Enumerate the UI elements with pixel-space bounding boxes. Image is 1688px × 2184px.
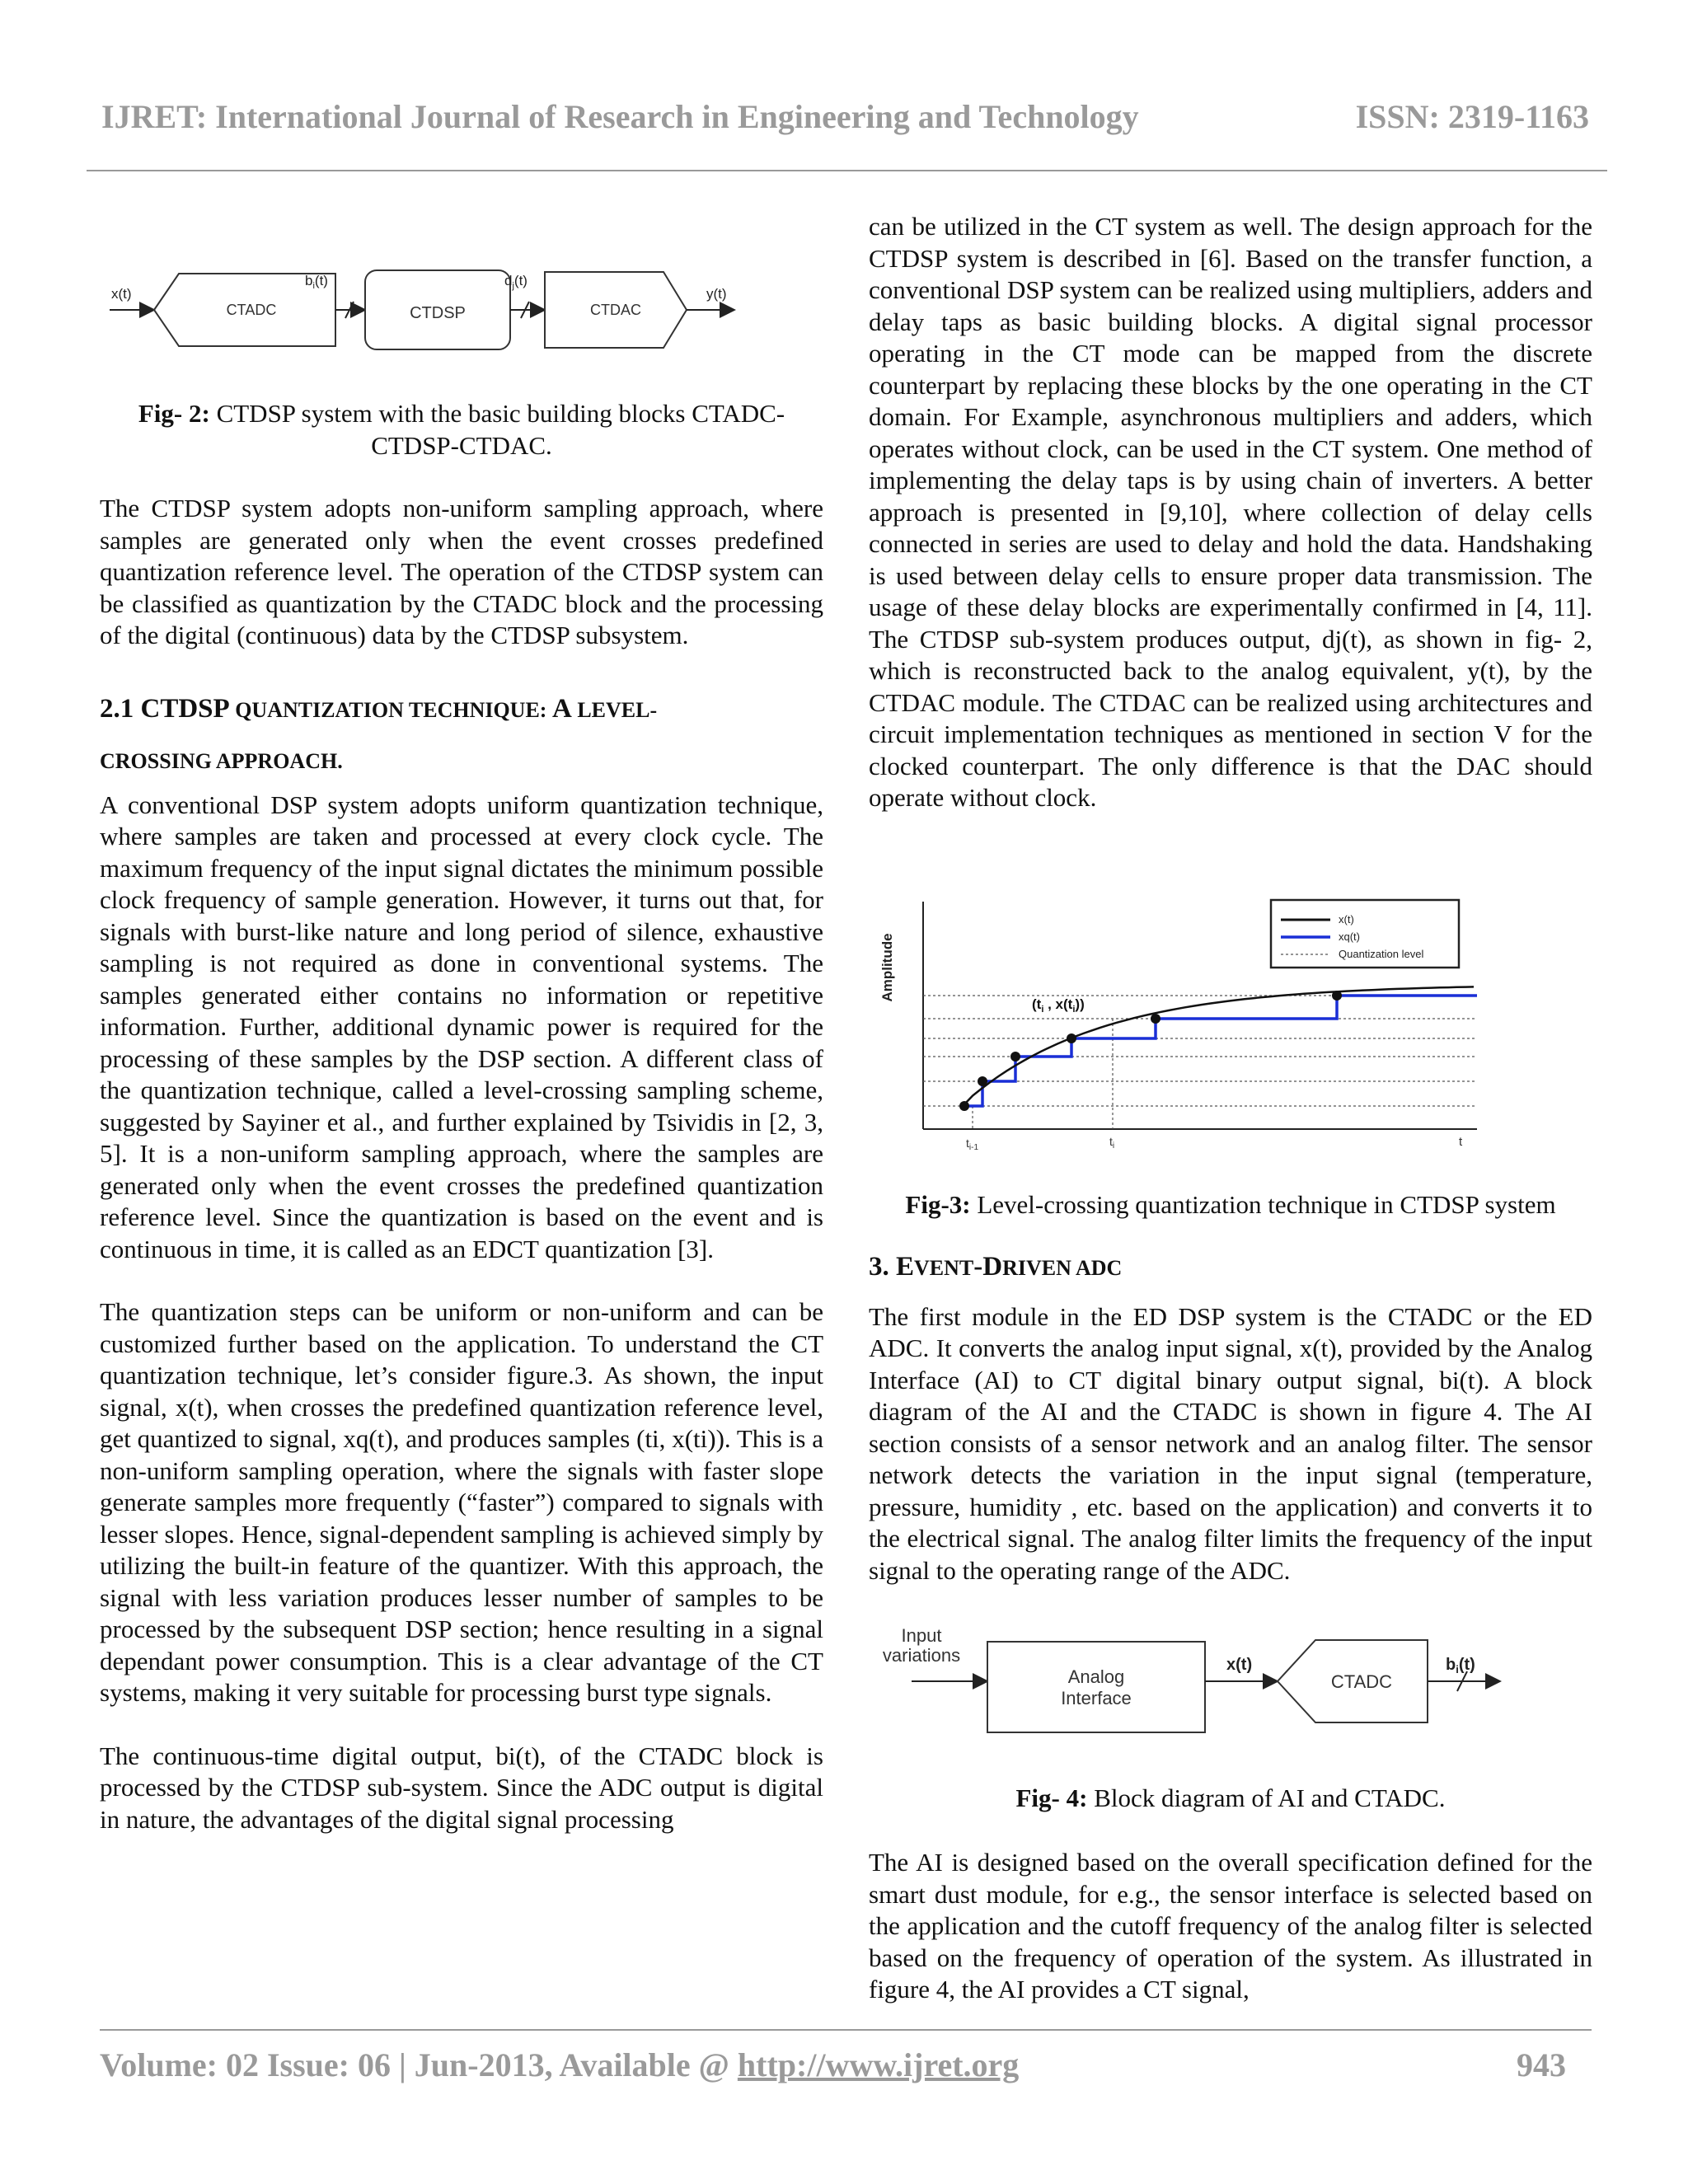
fig4-diagram [872,1615,1548,1739]
fig2-ctdsp-label: CTDSP [410,304,466,322]
footer-link[interactable]: http://www.ijret.org [737,2046,1020,2083]
fig3-sample-point [1010,1052,1020,1062]
fig2-output-label: y(t) [706,286,727,302]
figure-4 [872,1615,1548,1743]
fig4-ctadc-label: CTADC [1330,1671,1393,1692]
fig4-signal-label: x(t) [1226,1656,1253,1674]
right-column-fig4-caption [869,1783,1592,1815]
fig3-sample-point [978,1076,987,1086]
section-2-1-heading-line2: CROSSING APPROACH. [100,749,343,773]
right-column-top [869,211,1592,814]
fig3-tick-tprev: $t_{i-1}$ [966,1137,979,1152]
fig3-sample-point [1332,991,1342,1001]
fig2-dj-label: $d_j(t)$ [504,273,528,291]
fig4-ai-line2: Interface [1061,1688,1132,1708]
fig4-analog-interface-block [987,1642,1205,1732]
fig3-chart [875,885,1485,1157]
section-2-1-heading: 2.1 CTDSP QUANTIZATION TECHNIQUE: A LEVEL- [100,693,658,724]
journal-title: IJRET: International Journal of Research in Engineering and Technology [101,98,1139,135]
left-paragraph-2: A conventional DSP system adopts uniform quantization technique, where samples are taken and processed at every clock cycle. The maximum frequency of the input signal dictates the minimum possible clock frequency of sample generation. However, it turns out that, for signals with burst-like nature and long period of silence, exhaustive sampling is not required as done in conventional systems. The samples generated either contains no information or repetitive information. Further, additional dynamic power is required for the processing of these samples by the DSP section. A different class of the quantization technique, called a level-crossing sampling scheme, suggested by Sayiner et al., and further explained by Tsividis in [2, 3, 5]. It is a non-uniform sampling approach, where the samples are generated only when the event crosses the predefined quantization reference level. Since the quantization is based on the event and is continuous in time, it is called as an EDCT quantization [3]. [100,790,823,1263]
fig2-caption: Fig- 2: CTDSP system with the basic building blocks CTADC-CTDSP-CTDAC. [138,399,785,460]
right-column-fig3-caption [869,1189,1592,1221]
footer-rule [100,2029,1592,2031]
fig2-ctadc-label: CTADC [226,302,277,318]
fig4-ai-line1: Analog [1067,1666,1125,1687]
footer-volume: Volume: 02 Issue: 06 | Jun-2013, Available @ http://www.ijret.org [100,2046,1020,2083]
fig3-sample-points [959,991,1342,1111]
left-paragraph-1: The CTDSP system adopts non-uniform sampling approach, where samples are generated only when the event crosses predefined quantization reference level. The operation of the CTDSP system can be classified as quantization by the CTADC block and the processing of the digital (continuous) data by the CTDSP subsystem. [100,494,823,649]
left-column [100,398,823,1835]
fig3-sample-point [1067,1033,1076,1043]
fig4-caption: Fig- 4: Block diagram of AI and CTADC. [1015,1783,1446,1812]
right-paragraph-1: can be utilized in the CT system as well. The design approach for the CTDSP system is described in [6]. Based on the transfer function, a conventional DSP system can be realized using multipliers, adders and delay taps as basic building blocks. A digital signal processor operating in the CT mode can be mapped from the discrete counterpart by replacing these blocks by the one operating in the CT domain. For Example, asynchronous multipliers and adders, which operates without clock, can be used in the CT system. One method of implementing the delay taps is by using chain of inverters. A better approach is presented in [9,10], where collection of delay cells connected in series are used to delay and hold the data. Handshaking is used between delay cells to ensure proper data transmission. The usage of these delay blocks are experimentally confirmed in [4, 11]. The CTDSP sub-system produces output, dj(t), as shown in fig- 2, which is reconstructed back to the analog equivalent, y(t), by the CTDAC module. The CTDAC can be realized using architectures and circuit implementation techniques as mentioned in section V for the clocked counterpart. The only difference is that the DAC should operate without clock. [869,212,1592,812]
fig3-tick-ti: $t_i$ [1109,1135,1115,1151]
fig3-caption: Fig-3: Level-crossing quantization technique in CTDSP system [905,1190,1556,1219]
right-column-bottom [869,1847,1592,2006]
fig3-legend-x: x(t) [1339,913,1354,926]
figure-2 [103,264,746,375]
fig3-sample-point [1151,1014,1160,1024]
figure-3 [875,885,1485,1161]
fig2-ctdac-label: CTDAC [590,302,641,318]
right-column-middle [869,1251,1592,1586]
page-number: 943 [1517,2046,1566,2083]
section-3-heading: 3. EVENT-DRIVEN ADC [869,1252,1123,1282]
fig3-tick-t: t [1459,1135,1463,1149]
header-rule [87,170,1607,171]
fig2-bi-label: $b_i(t)$ [305,273,328,291]
fig4-input-label-1: Input [901,1625,942,1646]
right-paragraph-2: The first module in the ED DSP system is the CTADC or the ED ADC. It converts the analog input signal, x(t), provided by the Analog Interface (AI) to CT digital binary output signal, bi(t). A block diagram of the AI and the CTADC is shown in figure 4. The AI section consists of a sensor network and an analog filter. The sensor network detects the variation in the input signal (temperature, pressure, humidity , etc. based on the application) and converts it to the electrical signal. The analog filter limits the frequency of the input signal to the operating range of the ADC. [869,1301,1592,1585]
fig3-legend-level: Quantization level [1339,948,1424,960]
fig3-annotation: ($t_i$ , $x(t_i)$) [1032,996,1085,1015]
fig3-quant-levels [923,996,1477,1106]
fig2-input-label: x(t) [111,286,132,302]
fig3-ylabel: Amplitude [879,933,895,1002]
left-paragraph-3: The quantization steps can be uniform or non-uniform and can be customized further based on the application. To understand the CT quantization technique, let’s consider figure.3. As shown, the input signal, x(t), when crosses the predefined quantization reference level, get quantized to signal, xq(t), and produces samples (ti, x(ti)). This is a non-uniform sampling operation, where the signals with faster slope generate samples more frequently (“faster”) compared to signals with lesser slopes. Hence, signal-dependent sampling is achieved simply by utilizing the built-in feature of the quantizer. With this approach, the signal with less variation produces lesser number of samples to be processed by the subsequent DSP section; hence resulting in a signal dependant power consumption. This is a clear advantage of the CT systems, making it very suitable for processing burst type signals. [100,1297,823,1707]
fig3-sample-point [959,1101,969,1111]
issn: ISSN: 2319-1163 [1355,98,1589,135]
fig4-input-label-2: variations [882,1645,961,1666]
left-paragraph-4: The continuous-time digital output, bi(t), of the CTADC block is processed by the CTDSP sub-system. Since the ADC output is digital in nature, the advantages of the digital signal processing [100,1741,823,1834]
fig3-legend-xq: xq(t) [1339,930,1360,943]
fig4-output-label: $b_i(t)$ [1446,1656,1475,1675]
right-paragraph-3: The AI is designed based on the overall specification defined for the smart dust module, for e.g., the sensor interface is selected based on the application and the cutoff frequency of the analog filter is selected based on the frequency of operation of the system. As illustrated in figure 4, the AI provides a CT signal, [869,1848,1592,2004]
fig2-diagram [103,264,746,371]
